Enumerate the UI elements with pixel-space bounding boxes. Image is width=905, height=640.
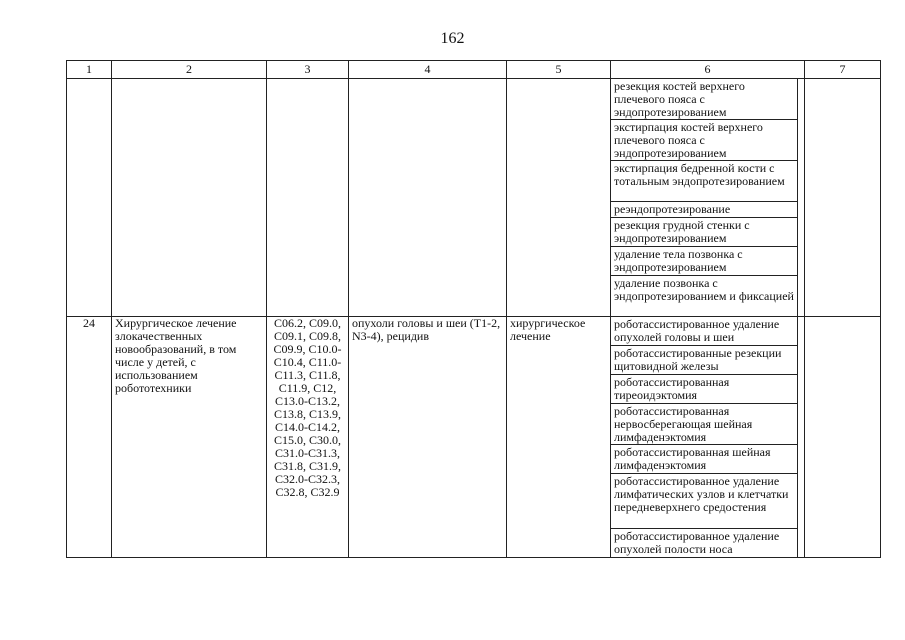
treatment-profile: Хирургическое лечение злокачественных новообразований, в том числе у детей, с использованием робототехники — [112, 317, 267, 558]
column-header: 7 — [805, 61, 881, 79]
row-number — [67, 79, 112, 317]
row-number: 24 — [67, 317, 112, 558]
column-header: 6 — [611, 61, 805, 79]
method-item: резекция костей верхнего плечевого пояса с эндопротезированием — [611, 79, 798, 120]
patient-model — [349, 79, 507, 317]
method-item: удаление позвонка с эндопротезированием и фиксацией — [611, 276, 798, 316]
method-item: роботассистированная шейная лимфаденэктомия — [611, 445, 798, 474]
treatment-type: хирургическое лечение — [507, 317, 611, 558]
method-item: удаление тела позвонка с эндопротезированием — [611, 247, 798, 276]
column-header: 5 — [507, 61, 611, 79]
method-item: роботассистированное удаление лимфатических узлов и клетчатки передневерхнего средостения — [611, 474, 798, 529]
icd-codes — [267, 79, 349, 317]
method-item: роботассистированные резекции щитовидной железы — [611, 346, 798, 375]
method-item: роботассистированное удаление опухолей головы и шеи — [611, 317, 798, 346]
column-header: 3 — [267, 61, 349, 79]
method-item: экстирпация бедренной кости с тотальным эндопротезированием — [611, 161, 798, 202]
column-header: 1 — [67, 61, 112, 79]
notes-cell — [805, 79, 881, 317]
treatment-methods — [611, 317, 805, 558]
table-row — [67, 79, 881, 317]
method-item: резекция грудной стенки с эндопротезированием — [611, 218, 798, 247]
treatment-methods — [611, 79, 805, 317]
column-header: 4 — [349, 61, 507, 79]
page-number: 162 — [440, 30, 465, 47]
notes-cell — [805, 317, 881, 558]
method-item: роботассистированная тиреоидэктомия — [611, 375, 798, 404]
method-item: реэндопротезирование — [611, 202, 798, 218]
method-item: роботассистированная нервосберегающая шейная лимфаденэктомия — [611, 404, 798, 445]
treatment-profile — [112, 79, 267, 317]
table-row — [67, 317, 881, 558]
procedures-table — [66, 60, 881, 558]
header-row — [67, 61, 881, 79]
patient-model: опухоли головы и шеи (T1-2, N3-4), рецидив — [349, 317, 507, 558]
method-item: экстирпация костей верхнего плечевого пояса с эндопротезированием — [611, 120, 798, 161]
icd-codes: C06.2, C09.0, C09.1, C09.8, C09.9, C10.0-C10.4, C11.0-C11.3, C11.8, C11.9, C12, C13.0-C13.2, C13.8, C13.9, C14.0-C14.2, C15.0, C30.0, C31.0-C31.3, C31.8, C31.9, C32.0-C32.3, C32.8, C32.9 — [267, 317, 349, 558]
method-item: роботассистированное удаление опухолей полости носа — [611, 529, 798, 557]
column-header: 2 — [112, 61, 267, 79]
treatment-type — [507, 79, 611, 317]
